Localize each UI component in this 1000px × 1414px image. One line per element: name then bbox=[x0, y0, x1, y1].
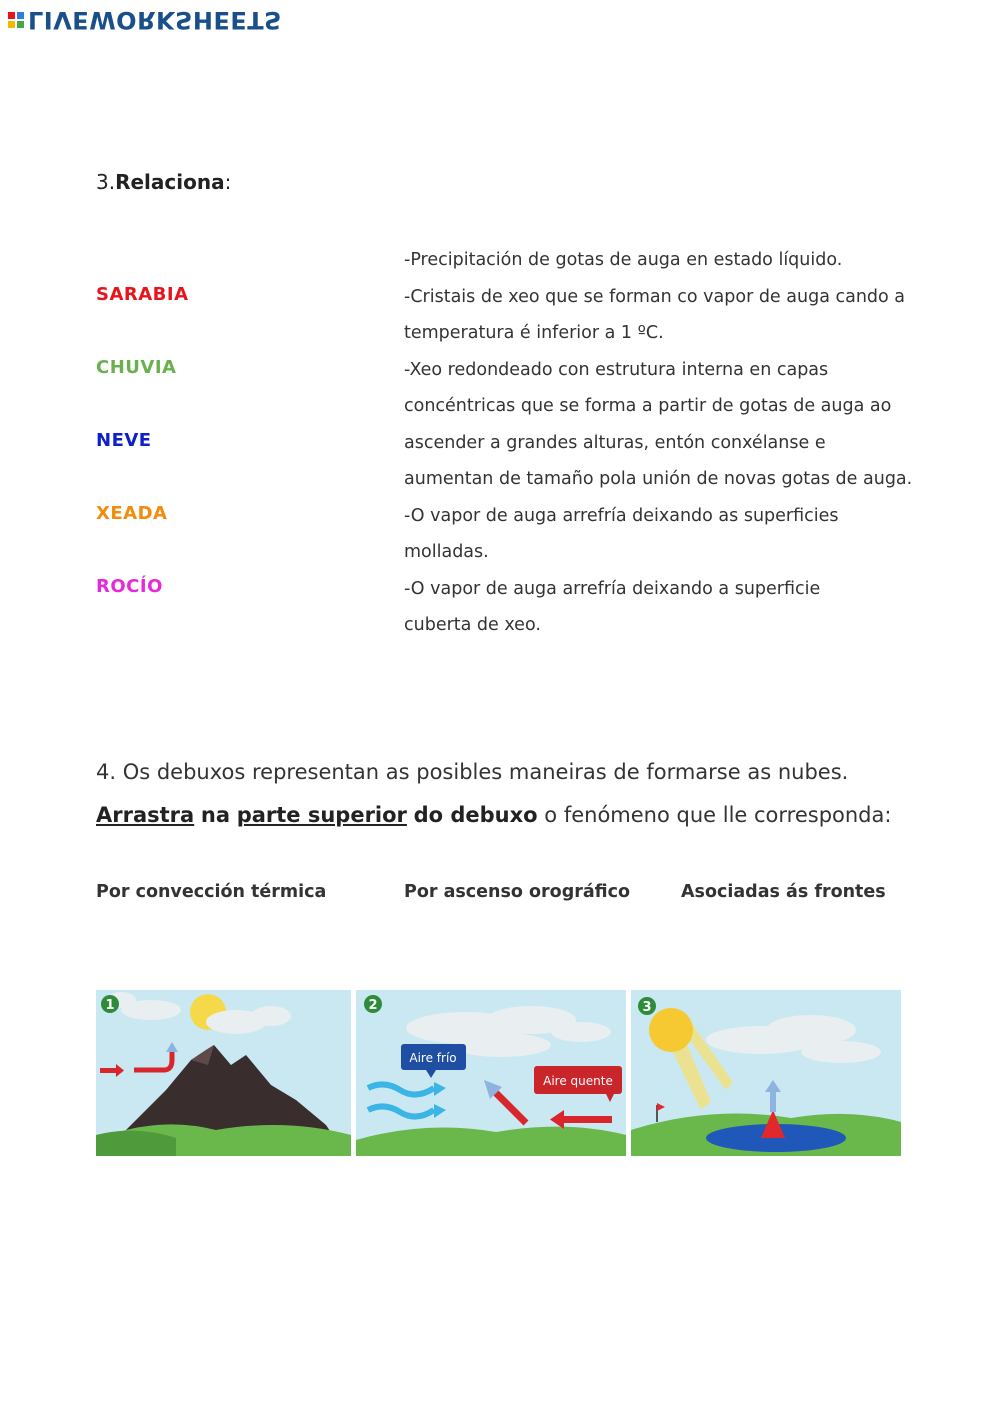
definition-line: -Cristais de xeo que se forman co vapor de auga cando a bbox=[404, 286, 906, 307]
definition-rain bbox=[404, 242, 944, 644]
panel-1-number: 1 bbox=[105, 998, 115, 1013]
definition-line: -Xeo redondeado con estrutura interna en capas bbox=[404, 359, 829, 380]
label-orographic[interactable]: Por ascenso orográfico bbox=[404, 882, 631, 902]
liveworksheets-logo bbox=[8, 6, 282, 34]
panel-2-fronts-drawing bbox=[356, 990, 626, 1156]
definition-line: temperatura é inferior a 1 ºC. bbox=[404, 323, 664, 343]
cloud-icon bbox=[706, 1015, 881, 1063]
definition-line: ascender a grandes alturas, entón conxélanse e bbox=[404, 432, 826, 453]
word-neve[interactable]: NEVE bbox=[96, 430, 152, 451]
definition-line: -O vapor de auga arrefría deixando a superficie bbox=[404, 578, 821, 599]
sun-icon bbox=[649, 1008, 693, 1052]
logo-text: LIVEWORKSHEETS bbox=[28, 6, 282, 34]
word-chuvia[interactable]: CHUVIA bbox=[96, 357, 177, 378]
section3-heading bbox=[96, 170, 231, 194]
section4-line1: 4. Os debuxos representan as posibles maneiras de formarse as nubes. bbox=[96, 760, 849, 784]
grass-icon bbox=[356, 1127, 626, 1156]
label-convection[interactable]: Por convección térmica bbox=[96, 882, 327, 902]
cold-air-wave-icon bbox=[368, 1084, 434, 1116]
drag-word: Arrastra bbox=[96, 803, 195, 827]
definition-line: -O vapor de auga arrefría deixando as superficies bbox=[404, 505, 839, 526]
definition-line: aumentan de tamaño pola unión de novas gotas de auga. bbox=[404, 469, 913, 489]
definition-line: concéntricas que se forma a partir de gotas de auga ao bbox=[404, 396, 892, 416]
cold-air-label: Aire frío bbox=[409, 1051, 457, 1065]
logo-blocks-icon bbox=[8, 12, 24, 28]
section4-line2 bbox=[96, 803, 891, 827]
top-part-word: parte superior bbox=[236, 803, 407, 827]
label-fronts[interactable]: Asociadas ás frontes bbox=[681, 882, 886, 902]
section3-number: 3. bbox=[96, 170, 116, 194]
definition-line: -Precipitación de gotas de auga en estado líquido. bbox=[404, 250, 843, 270]
instruction-rest: o fenómeno que lle corresponda: bbox=[537, 803, 892, 827]
warm-air-label: Aire quente bbox=[543, 1074, 613, 1088]
na-word: na bbox=[200, 803, 231, 827]
section3-title: Relaciona bbox=[115, 170, 225, 194]
panel-1-orographic-drawing bbox=[96, 990, 351, 1156]
panel-3-convection-drawing bbox=[631, 990, 901, 1156]
word-rocio[interactable]: ROCÍO bbox=[96, 576, 163, 597]
panel-3-number: 3 bbox=[642, 1000, 652, 1015]
definition-line: molladas. bbox=[404, 542, 489, 562]
word-sarabia[interactable]: SARABIA bbox=[96, 284, 189, 305]
of-drawing-word: do debuxo bbox=[413, 803, 538, 827]
word-xeada[interactable]: XEADA bbox=[96, 503, 168, 524]
section3-colon: : bbox=[224, 170, 232, 194]
definition-line: cuberta de xeo. bbox=[404, 615, 541, 635]
red-arrow-icon bbox=[100, 1042, 178, 1077]
panel-2-number: 2 bbox=[368, 998, 378, 1013]
